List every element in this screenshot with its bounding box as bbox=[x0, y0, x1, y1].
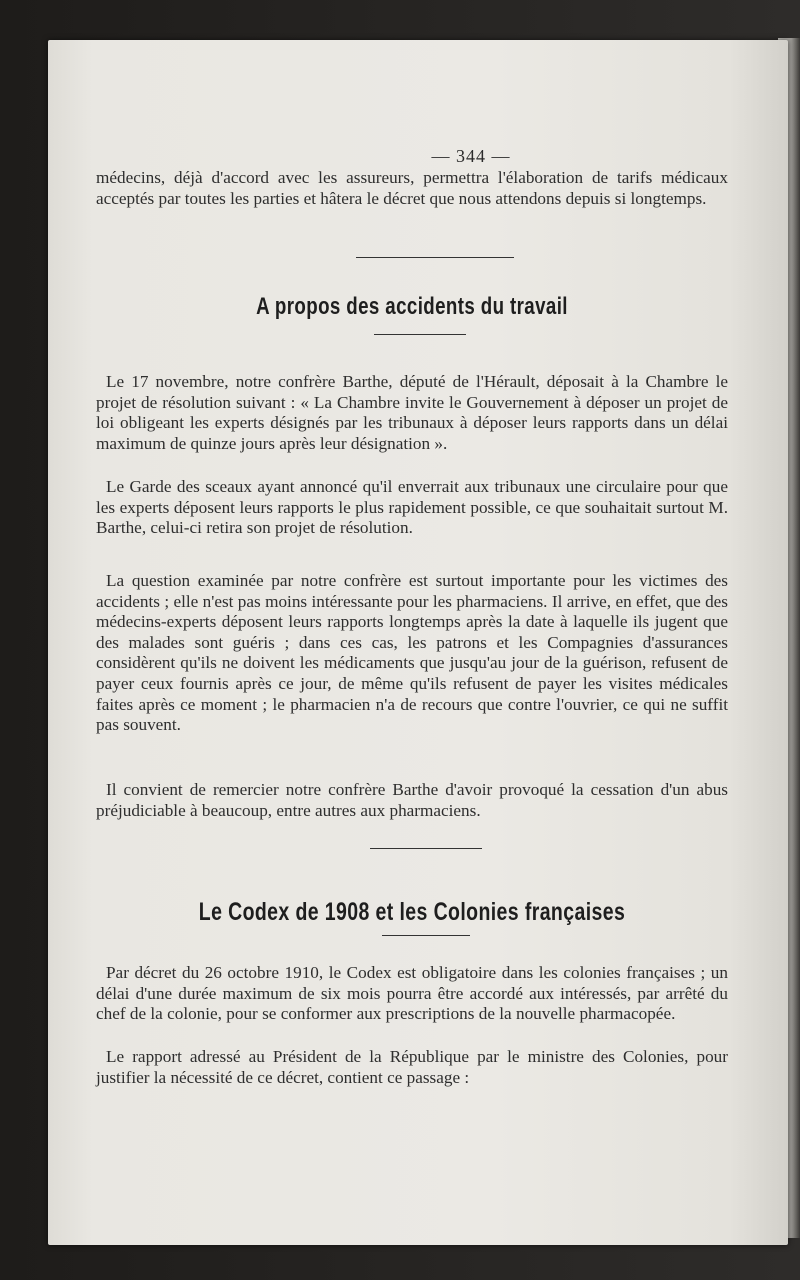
title-underline bbox=[374, 334, 466, 335]
paragraph-rapport-ministre: Le rapport adressé au Président de la République par le ministre des Colonies, pour justifier la nécessité de ce décret, contient ce passage : bbox=[96, 1047, 728, 1087]
section-title-codex: Le Codex de 1908 et les Colonies françaises bbox=[198, 898, 626, 926]
page-number: — 344 — bbox=[431, 146, 511, 166]
paragraph-remerciements: Il convient de remercier notre confrère Barthe d'avoir provoqué la cessation d'un abus préjudiciable à beaucoup, entre autres aux pharmaciens. bbox=[96, 780, 728, 820]
paragraph-garde-des-sceaux: Le Garde des sceaux ayant annoncé qu'il enverrait aux tribunaux une circulaire pour que les experts déposent leurs rapports le plus rapidement possible, ce que souhaitait surtout M. Barthe, celui-ci retira son projet de résolution. bbox=[96, 477, 728, 538]
paragraph-question-importance: La question examinée par notre confrère est surtout importante pour les victimes des accidents ; elle n'est pas moins intéressante pour les pharmaciens. Il arrive, en effet, que des médecins-experts déposent leurs rapports longtemps après la date à laquelle ils jugent que des malades sont guéris ; dans ces cas, les patrons et les Compagnies d'assurances considèrent qu'ils ne doivent les médicaments que jusqu'au jour de la guérison, refusent de payer ceux fournis après ce jour, de même qu'ils refusent de payer les visites médicales faites après ce moment ; le pharmacien n'a de recours que contre l'ouvrier, ce qui ne suffit pas souvent. bbox=[96, 571, 728, 735]
intro-paragraph: médecins, déjà d'accord avec les assureurs, permettra l'élaboration de tarifs médicaux acceptés par toutes les parties et hâtera le décret que nous attendons depuis si longtemps. bbox=[96, 168, 728, 208]
title-underline-2 bbox=[382, 935, 470, 936]
separator-rule bbox=[356, 257, 514, 258]
section-title-accidents: A propos des accidents du travail bbox=[256, 293, 568, 320]
paragraph-barthe-resolution: Le 17 novembre, notre confrère Barthe, député de l'Hérault, déposait à la Chambre le projet de résolution suivant : « La Chambre invite le Gouvernement à déposer un projet de loi obligeant les experts désignés par les tribunaux à déposer leurs rapports dans un délai maximum de quinze jours après leur désignation ». bbox=[96, 372, 728, 453]
paragraph-decret-codex: Par décret du 26 octobre 1910, le Codex est obligatoire dans les colonies françaises ; un délai d'une durée maximum de six mois pourra être accordé aux intéressés, par arrêté du chef de la colonie, pour se conformer aux prescriptions de la nouvelle pharmacopée. bbox=[96, 963, 728, 1024]
separator-rule-2 bbox=[370, 848, 482, 849]
